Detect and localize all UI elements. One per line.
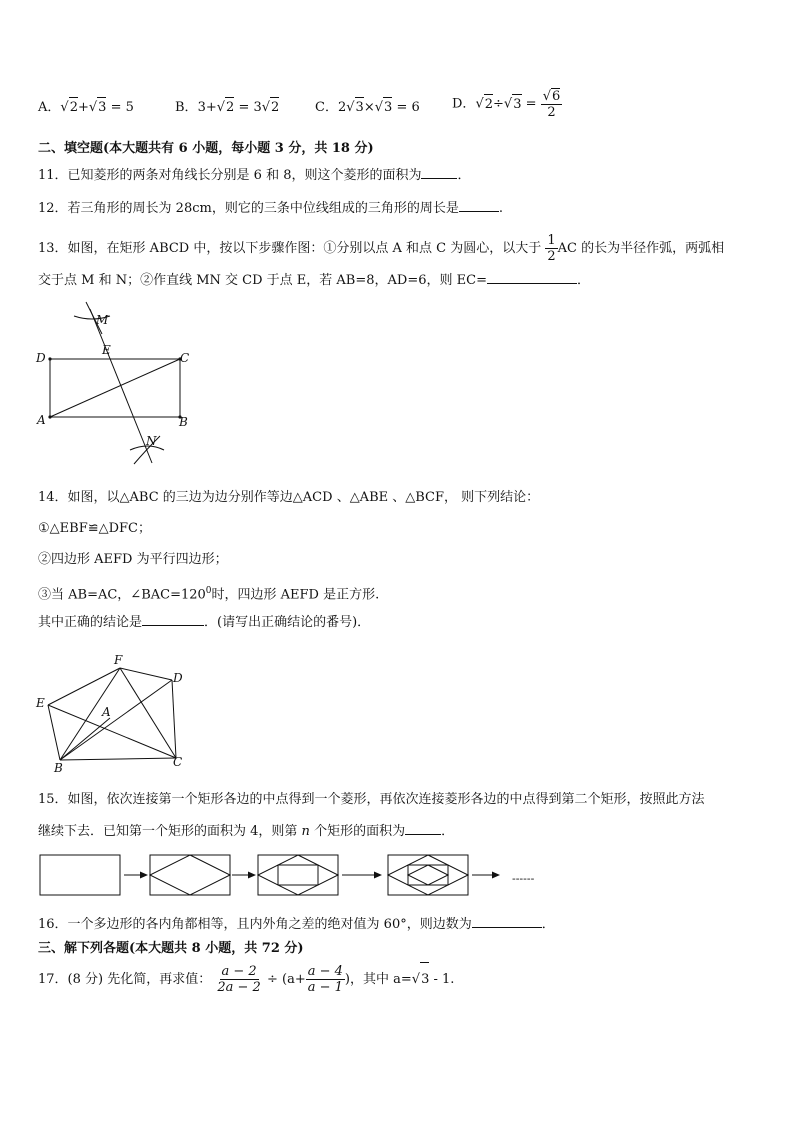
question-14-ask: 其中正确的结论是 ．(请写出正确结论的番号)． (38, 615, 371, 630)
question-12: 12．若三角形的周长为 28cm，则它的三条中位线组成的三角形的周长是 . (38, 201, 503, 216)
question-17: 17．(8 分) 先化简，再求值： $\frac{a - 2}{2a - 2}$ ÷ (a+ $\frac{a - 4}{a - 1}$ )，其中 a=√3 - 1. (38, 964, 455, 995)
section-3-title: 三、解下列各题(本大题共 8 小题，共 72 分) (38, 941, 304, 956)
label-e: E (102, 343, 111, 357)
section-2-title: 二、填空题(本大题共有 6 小题，每小题 3 分，共 18 分) (38, 141, 374, 156)
question-14-intro: 14．如图，以△ABC 的三边为边分别作等边△ACD 、△ABE 、△BCF， 则下列结论： (38, 490, 540, 505)
option-b: B．3+√2 = 3√2 (175, 97, 279, 118)
triangle-figure (30, 650, 200, 775)
label-e: E (36, 696, 45, 710)
rectangle-figure (30, 300, 210, 472)
label-d: D (173, 671, 183, 685)
option-c: C．2√3×√3 = 6 (315, 97, 420, 118)
label-c: C (180, 351, 190, 365)
label-a: A (102, 705, 111, 719)
label-c: C (173, 755, 183, 769)
label-b: B (54, 761, 63, 775)
nested-rectangles-figure (38, 852, 558, 900)
option-a: A．√2+√3 = 5 (38, 97, 134, 118)
question-16: 16．一个多边形的各内角都相等，且内外角之差的绝对值为 60°，则边数为 ． (38, 917, 555, 932)
question-13-line2: 交于点 M 和 N；②作直线 MN 交 CD 于点 E，若 AB=8，AD=6，则 EC= ． (38, 273, 590, 288)
label-m: M (96, 313, 109, 327)
label-a: A (37, 413, 46, 427)
question-15-line2: 继续下去．已知第一个矩形的面积为 4，则第 n 个矩形的面积为 ． (38, 824, 455, 839)
label-d: D (36, 351, 46, 365)
label-b: B (179, 415, 188, 429)
question-14-conclusion-3: ③当 AB=AC，$\angle BAC=120^0$时，四边形 AEFD 是正方形. (38, 586, 380, 603)
label-n: N (146, 434, 157, 448)
option-d: D．√2÷√3 = $\frac{√6}{2}$ (452, 89, 561, 120)
question-15-line1: 15．如图，依次连接第一个矩形各边的中点得到一个菱形，再依次连接菱形各边的中点得到第二个矩形，按照此方法 (38, 792, 705, 807)
question-14-conclusion-2: ②四边形 AEFD 为平行四边形； (38, 552, 228, 567)
question-11: 11．已知菱形的两条对角线长分别是 6 和 8，则这个菱形的面积为 ． (38, 168, 471, 183)
ellipsis: ------ (512, 872, 535, 885)
label-f: F (114, 653, 123, 667)
question-13-line1: 13．如图，在矩形 ABCD 中，按以下步骤作图：①分别以点 A 和点 C 为圆心，以大于 $\frac{1}{2}$ AC 的长为半径作弧，两弧相 (38, 233, 725, 264)
question-14-conclusion-1: ①△EBF≌△DFC； (38, 521, 151, 536)
